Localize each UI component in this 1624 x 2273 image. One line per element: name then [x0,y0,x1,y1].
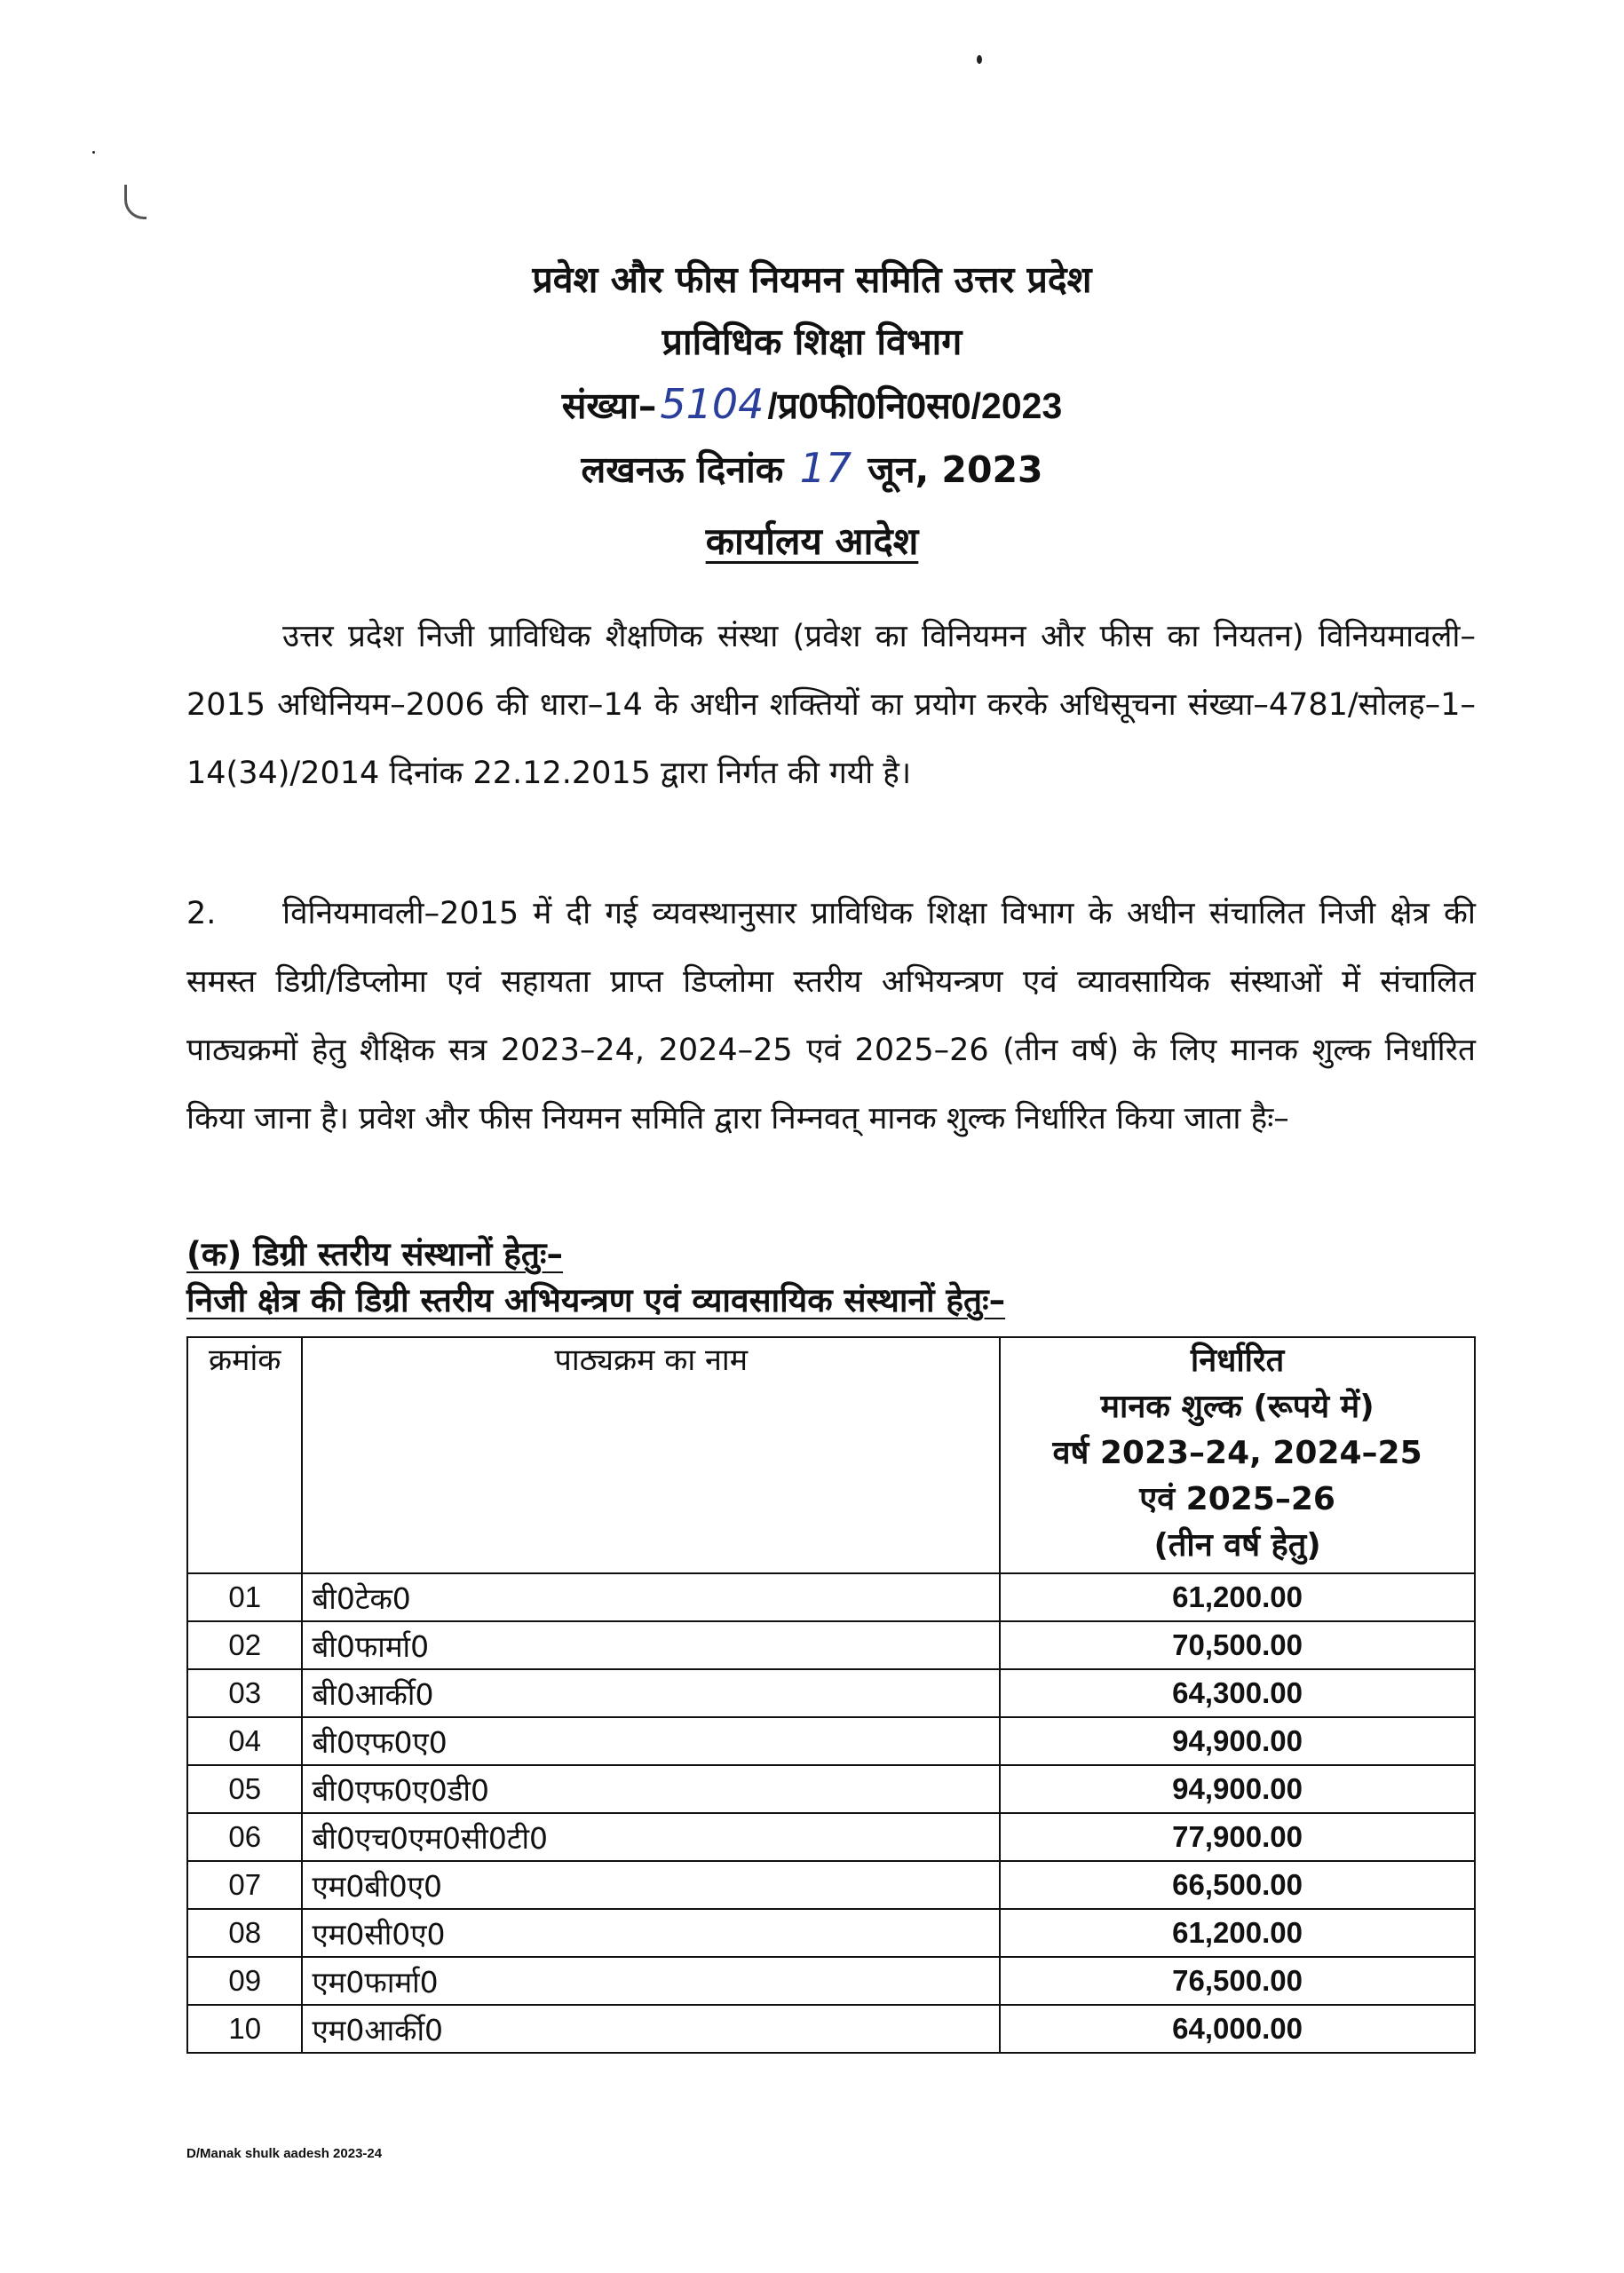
fee-cell: 70,500.00 [1000,1621,1475,1669]
date-prefix: लखनऊ दिनांक [581,448,784,491]
file-reference-footer: D/Manak shulk aadesh 2023-24 [186,2146,383,2161]
section-heading-text: (क) डिग्री स्तरीय संस्थानों हेतुः– [186,1235,563,1273]
header-serial: क्रमांक [187,1337,302,1573]
course-cell: बी0टेक0 [302,1573,1000,1621]
scan-speck [92,151,95,154]
table-row [187,1717,1475,1765]
date-suffix: जून, 2023 [867,448,1043,491]
table-header-row [187,1337,1475,1573]
header-fee-line: निर्धारित [1190,1342,1285,1379]
course-cell: बी0एफ0ए0डी0 [302,1765,1000,1813]
table-row [187,1861,1475,1909]
table-row [187,1765,1475,1813]
header-fee-line: (तीन वर्ष हेतु) [1153,1527,1321,1564]
department-name: प्राविधिक शिक्षा विभाग [661,321,963,363]
header-fee [1000,1337,1475,1573]
paragraph-2-text: विनियमावली–2015 में दी गई व्यवस्थानुसार प्राविधिक शिक्षा विभाग के अधीन संचालित निजी क्षेत्र की समस्त डिग्री/डिप्लोमा एवं सहायता प्राप्त डिप्लोमा स्तरीय अभियन्त्रण एवं व्यावसायिक संस्थाओं में संचालित पाठ्यक्रमों हेतु शैक्षिक सत्र 2023–24, 2024–25 एवं 2025–26 (तीन वर्ष) के लिए मानक शुल्क निर्धारित किया जाना है। प्रवेश और फीस नियमन समिति द्वारा निम्नवत् मानक शुल्क निर्धारित किया जाता हैः– [186,896,1476,1136]
table-row [187,2005,1475,2053]
table-row [187,1669,1475,1717]
serial-cell: 02 [187,1621,302,1669]
serial-cell: 03 [187,1669,302,1717]
document-header [0,249,1624,501]
course-cell: बी0एफ0ए0 [302,1717,1000,1765]
serial-cell: 08 [187,1909,302,1957]
header-fee-line: वर्ष 2023–24, 2024–25 [1052,1435,1422,1471]
paragraph-1: उत्तर प्रदेश निजी प्राविधिक शैक्षणिक संस्था (प्रवेश का विनियमन और फीस का नियतन) विनियमावली–2015 अधिनियम–2006 की धारा–14 के अधीन शक्तियों का प्रयोग करके अधिसूचना संख्या–4781/सोलह–1–14(34)/2014 दिनांक 22.12.2015 द्वारा निर्गत की गयी है। [186,619,1476,791]
course-cell: बी0आर्की0 [302,1669,1000,1717]
course-cell: एम0आर्की0 [302,2005,1000,2053]
course-cell: एम0सी0ए0 [302,1909,1000,1957]
table-row [187,1813,1475,1861]
serial-cell: 09 [187,1957,302,2005]
fee-cell: 64,300.00 [1000,1669,1475,1717]
issue-date [0,437,1624,501]
fee-table [186,1336,1476,2054]
fee-cell: 61,200.00 [1000,1909,1475,1957]
fee-cell: 94,900.00 [1000,1717,1475,1765]
serial-cell: 07 [187,1861,302,1909]
header-course: पाठ्यक्रम का नाम [302,1337,1000,1573]
fee-cell: 64,000.00 [1000,2005,1475,2053]
scan-speck [977,55,982,64]
paragraph-2 [186,880,1476,1153]
course-cell: एम0बी0ए0 [302,1861,1000,1909]
reference-number [0,373,1624,437]
header-fee-line: एवं 2025–26 [1139,1481,1335,1517]
committee-name: प्रवेश और फीस नियमन समिति उत्तर प्रदेश [532,258,1092,301]
serial-cell: 05 [187,1765,302,1813]
reference-number-prefix: संख्या– [561,384,657,427]
table-heading [186,1276,1005,1321]
table-row [187,1909,1475,1957]
table-row [187,1573,1475,1621]
fee-cell: 77,900.00 [1000,1813,1475,1861]
order-title [0,515,1624,566]
scan-mark [124,185,147,219]
header-fee-line: मानक शुल्क (रूपये में) [1100,1389,1374,1425]
course-cell: बी0फार्मा0 [302,1621,1000,1669]
fee-cell: 66,500.00 [1000,1861,1475,1909]
serial-cell: 01 [187,1573,302,1621]
handwritten-number: 5104 [660,380,764,428]
fee-cell: 94,900.00 [1000,1765,1475,1813]
course-cell: एम0फार्मा0 [302,1957,1000,2005]
course-cell: बी0एच0एम0सी0टी0 [302,1813,1000,1861]
handwritten-date: 17 [799,444,852,492]
serial-cell: 10 [187,2005,302,2053]
order-title-text: कार्यालय आदेश [705,519,919,563]
paragraph-number: 2. [186,896,217,931]
table-row [187,1957,1475,2005]
serial-cell: 04 [187,1717,302,1765]
serial-cell: 06 [187,1813,302,1861]
table-row [187,1621,1475,1669]
fee-cell: 76,500.00 [1000,1957,1475,2005]
reference-number-suffix: /प्र0फी0नि0स0/2023 [767,385,1063,426]
fee-cell: 61,200.00 [1000,1573,1475,1621]
section-heading [186,1230,563,1275]
table-heading-text: निजी क्षेत्र की डिग्री स्तरीय अभियन्त्रण एवं व्यावसायिक संस्थानों हेतुः– [186,1281,1006,1319]
